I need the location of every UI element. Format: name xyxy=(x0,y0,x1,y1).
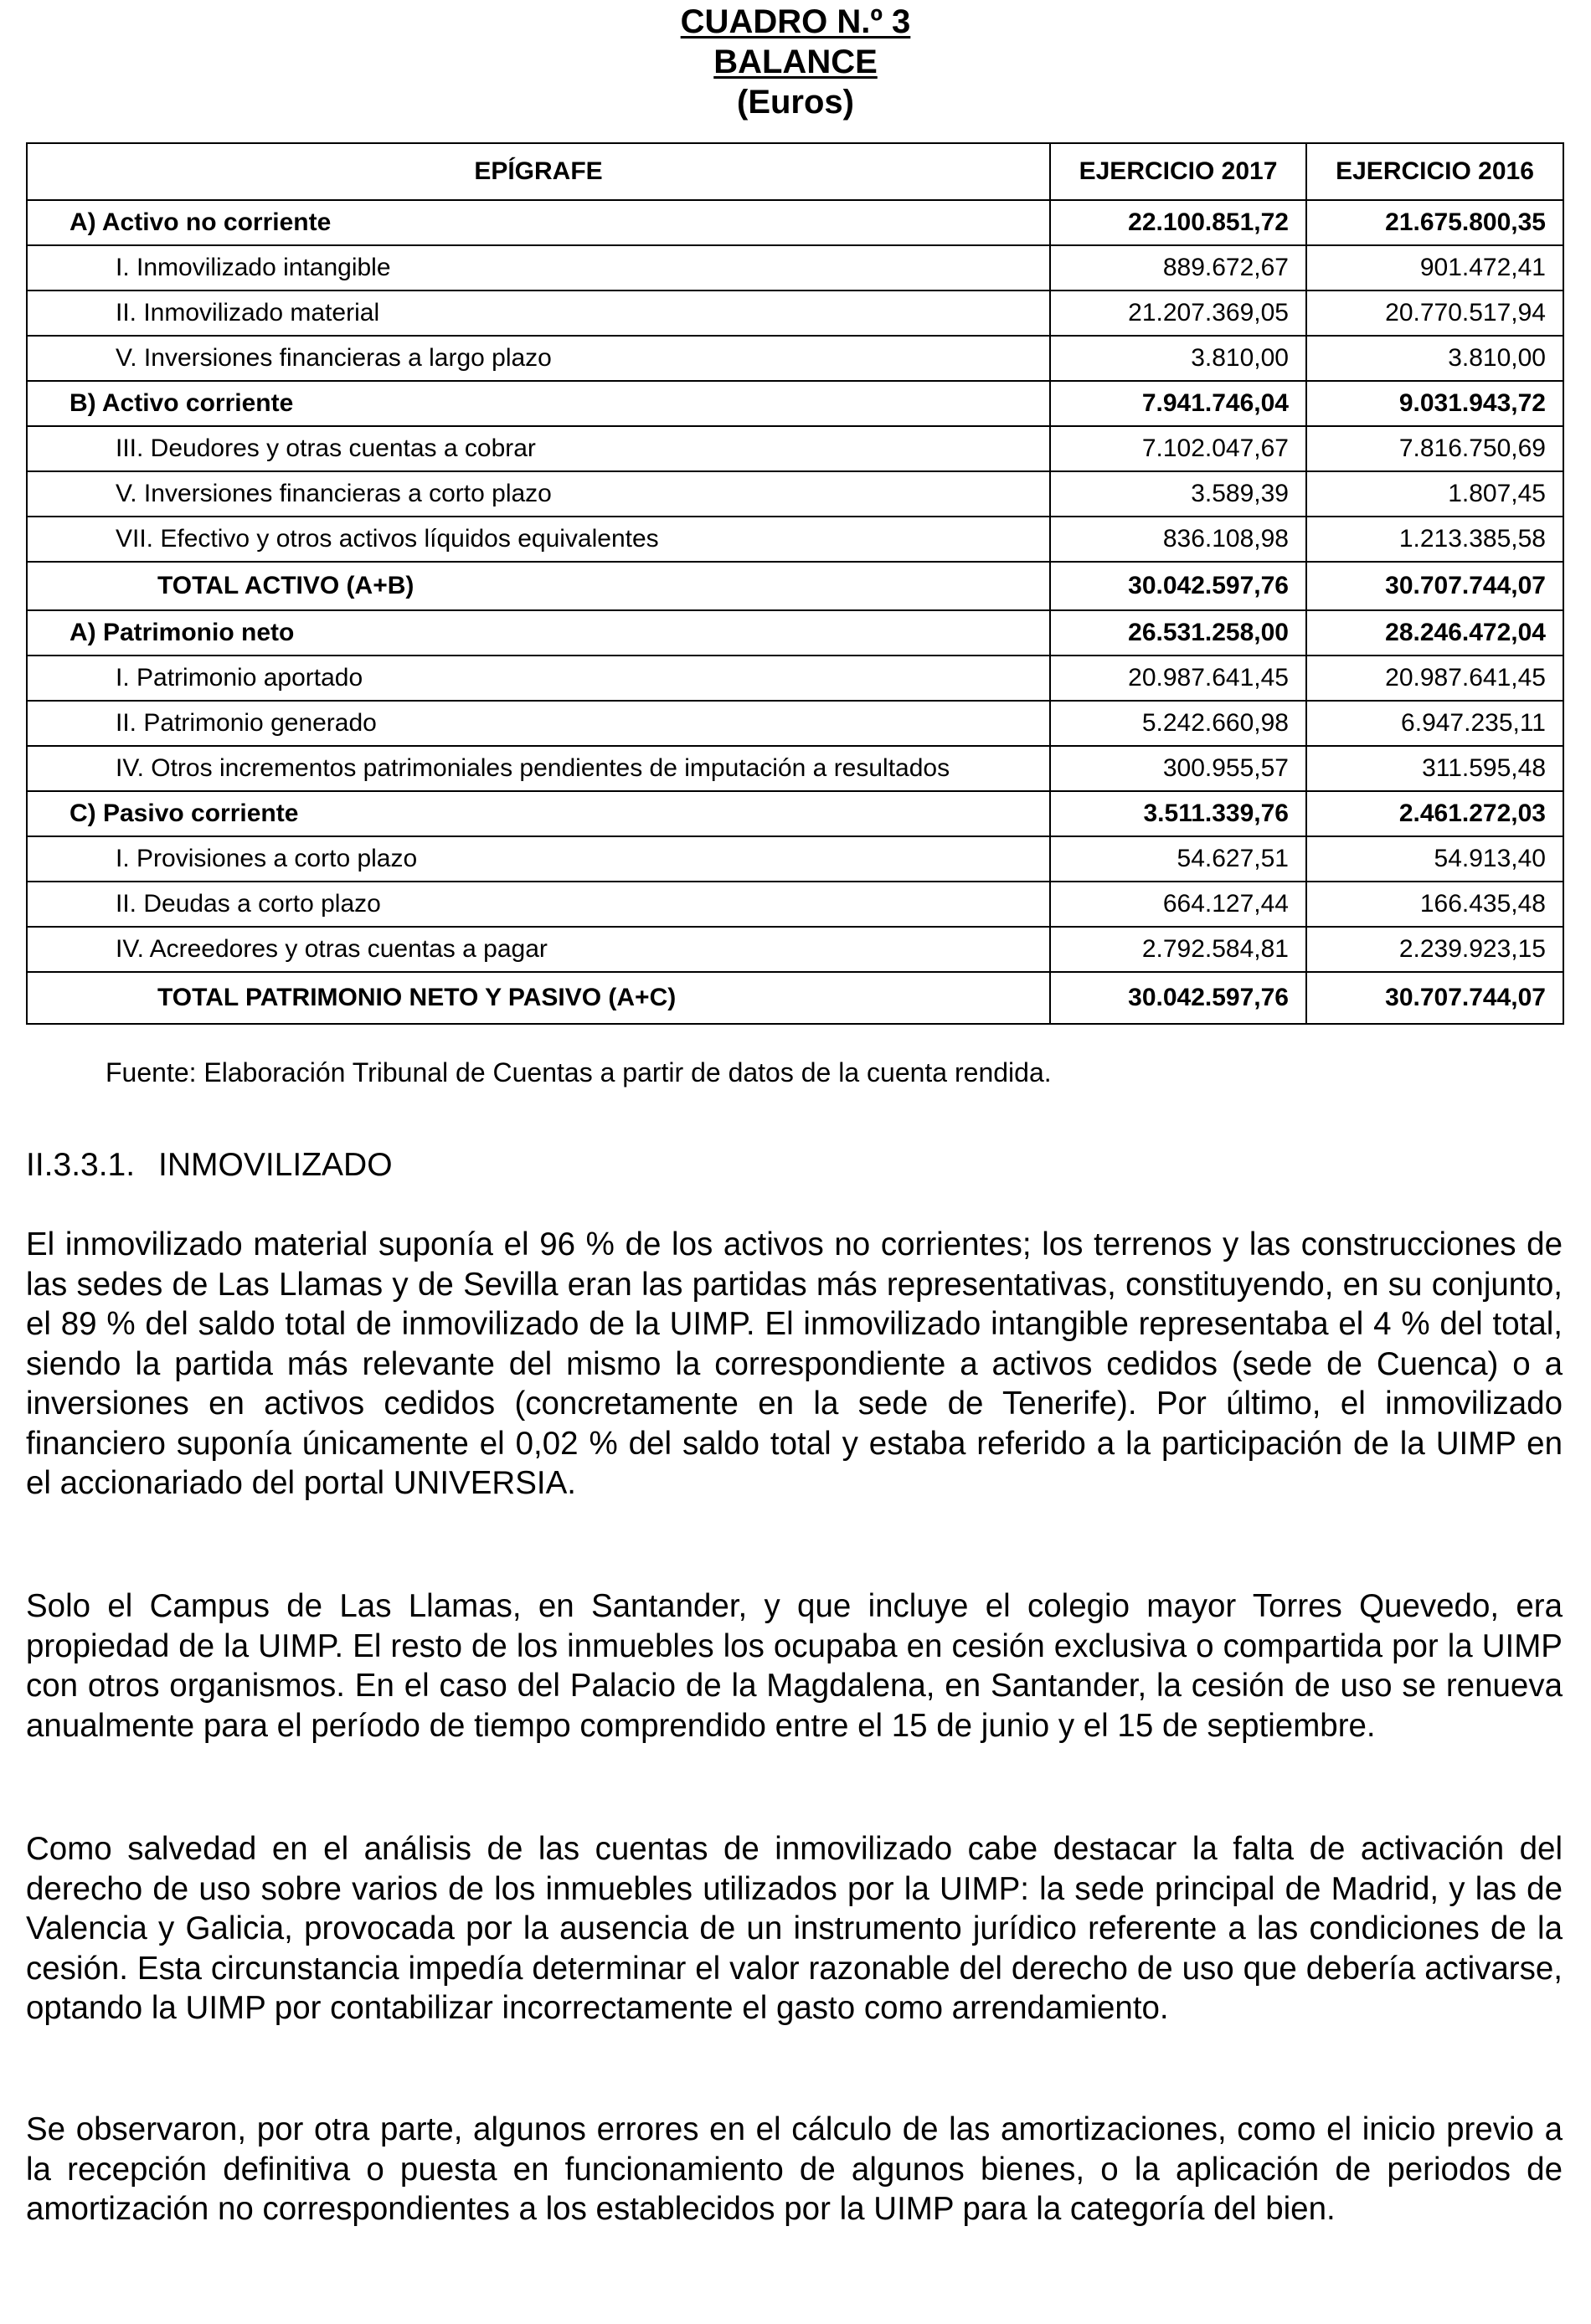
table-row xyxy=(27,701,1563,746)
value-2016: 20.770.517,94 xyxy=(1306,290,1563,336)
table-unit: (Euros) xyxy=(737,84,854,121)
table-row xyxy=(27,656,1563,701)
value-2016: 20.987.641,45 xyxy=(1306,656,1563,701)
row-label: B) Activo corriente xyxy=(27,381,1050,426)
value-2016: 3.810,00 xyxy=(1306,336,1563,381)
table-row xyxy=(27,927,1563,972)
row-label: II. Deudas a corto plazo xyxy=(27,882,1050,927)
table-title: BALANCE xyxy=(713,44,878,80)
row-label: IV. Acreedores y otras cuentas a pagar xyxy=(27,927,1050,972)
column-header-2016: EJERCICIO 2016 xyxy=(1306,143,1563,200)
row-label: I. Provisiones a corto plazo xyxy=(27,836,1050,882)
value-2016: 28.246.472,04 xyxy=(1306,610,1563,656)
value-2017: 20.987.641,45 xyxy=(1050,656,1306,701)
value-2017: 836.108,98 xyxy=(1050,517,1306,562)
value-2016: 9.031.943,72 xyxy=(1306,381,1563,426)
value-2017: 3.810,00 xyxy=(1050,336,1306,381)
value-2016: 21.675.800,35 xyxy=(1306,200,1563,245)
table-row xyxy=(27,290,1563,336)
value-2017: 3.589,39 xyxy=(1050,471,1306,517)
table-row xyxy=(27,882,1563,927)
table-row xyxy=(27,336,1563,381)
value-2016: 166.435,48 xyxy=(1306,882,1563,927)
section-title: INMOVILIZADO xyxy=(158,1147,393,1183)
value-2017: 664.127,44 xyxy=(1050,882,1306,927)
table-row xyxy=(27,791,1563,836)
column-header-epigrafe: EPÍGRAFE xyxy=(27,143,1050,200)
row-label: A) Activo no corriente xyxy=(27,200,1050,245)
table-row xyxy=(27,200,1563,245)
value-2017: 7.102.047,67 xyxy=(1050,426,1306,471)
value-2016: 30.707.744,07 xyxy=(1306,972,1563,1024)
value-2017: 889.672,67 xyxy=(1050,245,1306,290)
value-2016: 54.913,40 xyxy=(1306,836,1563,882)
value-2017: 7.941.746,04 xyxy=(1050,381,1306,426)
table-row xyxy=(27,471,1563,517)
value-2016: 311.595,48 xyxy=(1306,746,1563,791)
column-header-2017: EJERCICIO 2017 xyxy=(1050,143,1306,200)
value-2017: 26.531.258,00 xyxy=(1050,610,1306,656)
value-2016: 2.461.272,03 xyxy=(1306,791,1563,836)
table-total-row xyxy=(27,972,1563,1024)
value-2016: 6.947.235,11 xyxy=(1306,701,1563,746)
value-2017: 21.207.369,05 xyxy=(1050,290,1306,336)
body-paragraph: Se observaron, por otra parte, algunos errores en el cálculo de las amortizaciones, como el inicio previo a la recepción definitiva o puesta en funcionamiento de algunos bienes, o la aplicación de periodos de amortización no correspondientes a los establecidos por la UIMP para la categoría del bien. xyxy=(26,2111,1563,2227)
row-label: III. Deudores y otras cuentas a cobrar xyxy=(27,426,1050,471)
row-label: TOTAL PATRIMONIO NETO Y PASIVO (A+C) xyxy=(27,972,1050,1024)
table-row xyxy=(27,381,1563,426)
row-label: C) Pasivo corriente xyxy=(27,791,1050,836)
body-paragraph: Solo el Campus de Las Llamas, en Santander, y que incluye el colegio mayor Torres Quevedo, era propiedad de la UIMP. El resto de los inmuebles los ocupaba en cesión exclusiva o compartida por la UIMP con otros organismos. En el caso del Palacio de la Magdalena, en Santander, la cesión de uso se renueva anualmente para el período de tiempo comprendido entre el 15 de junio y el 15 de septiembre. xyxy=(26,1588,1563,1744)
value-2016: 7.816.750,69 xyxy=(1306,426,1563,471)
row-label: V. Inversiones financieras a largo plazo xyxy=(27,336,1050,381)
table-row xyxy=(27,836,1563,882)
section-heading xyxy=(26,1147,393,1184)
value-2017: 30.042.597,76 xyxy=(1050,972,1306,1024)
row-label: VII. Efectivo y otros activos líquidos equivalentes xyxy=(27,517,1050,562)
table-row xyxy=(27,610,1563,656)
body-paragraph: Como salvedad en el análisis de las cuentas de inmovilizado cabe destacar la falta de activación del derecho de uso sobre varios de los inmuebles utilizados por la UIMP: la sede principal de Madrid, y las de Valencia y Galicia, provocada por la ausencia de un instrumento jurídico referente a las condiciones de la cesión. Esta circunstancia impedía determinar el valor razonable del derecho de uso que debería activarse, optando la UIMP por contabilizar incorrectamente el gasto como arrendamiento. xyxy=(26,1831,1563,2026)
value-2016: 901.472,41 xyxy=(1306,245,1563,290)
table-source-note: Fuente: Elaboración Tribunal de Cuentas a partir de datos de la cuenta rendida. xyxy=(106,1057,1052,1087)
row-label: A) Patrimonio neto xyxy=(27,610,1050,656)
table-row xyxy=(27,746,1563,791)
section-number: II.3.3.1. xyxy=(26,1147,136,1183)
value-2016: 30.707.744,07 xyxy=(1306,562,1563,610)
value-2017: 3.511.339,76 xyxy=(1050,791,1306,836)
value-2017: 54.627,51 xyxy=(1050,836,1306,882)
row-label: I. Patrimonio aportado xyxy=(27,656,1050,701)
row-label: I. Inmovilizado intangible xyxy=(27,245,1050,290)
table-total-row xyxy=(27,562,1563,610)
row-label: TOTAL ACTIVO (A+B) xyxy=(27,562,1050,610)
table-number: CUADRO N.º 3 xyxy=(680,3,911,40)
body-paragraph: El inmovilizado material suponía el 96 % de los activos no corrientes; los terrenos y las construcciones de las sedes de Las Llamas y de Sevilla eran las partidas más representativas, constituyendo, en su conjunto, el 89 % del saldo total de inmovilizado de la UIMP. El inmovilizado intangible representaba el 4 % del total, siendo la partida más relevante del mismo la correspondiente a activos cedidos (sede de Cuenca) o a inversiones en activos cedidos (concretamente en la sede de Tenerife). Por último, el inmovilizado financiero suponía únicamente el 0,02 % del saldo total y estaba referido a la participación de la UIMP en el accionariado del portal UNIVERSIA. xyxy=(26,1226,1563,1501)
row-label: II. Patrimonio generado xyxy=(27,701,1050,746)
value-2017: 2.792.584,81 xyxy=(1050,927,1306,972)
row-label: IV. Otros incrementos patrimoniales pendientes de imputación a resultados xyxy=(27,746,1050,791)
value-2017: 22.100.851,72 xyxy=(1050,200,1306,245)
table-row xyxy=(27,517,1563,562)
row-label: II. Inmovilizado material xyxy=(27,290,1050,336)
value-2016: 2.239.923,15 xyxy=(1306,927,1563,972)
value-2017: 30.042.597,76 xyxy=(1050,562,1306,610)
value-2016: 1.213.385,58 xyxy=(1306,517,1563,562)
value-2017: 300.955,57 xyxy=(1050,746,1306,791)
table-header-row xyxy=(27,143,1563,200)
value-2016: 1.807,45 xyxy=(1306,471,1563,517)
table-row xyxy=(27,426,1563,471)
table-row xyxy=(27,245,1563,290)
table-caption xyxy=(0,2,1591,122)
value-2017: 5.242.660,98 xyxy=(1050,701,1306,746)
balance-table xyxy=(26,142,1564,1025)
row-label: V. Inversiones financieras a corto plazo xyxy=(27,471,1050,517)
